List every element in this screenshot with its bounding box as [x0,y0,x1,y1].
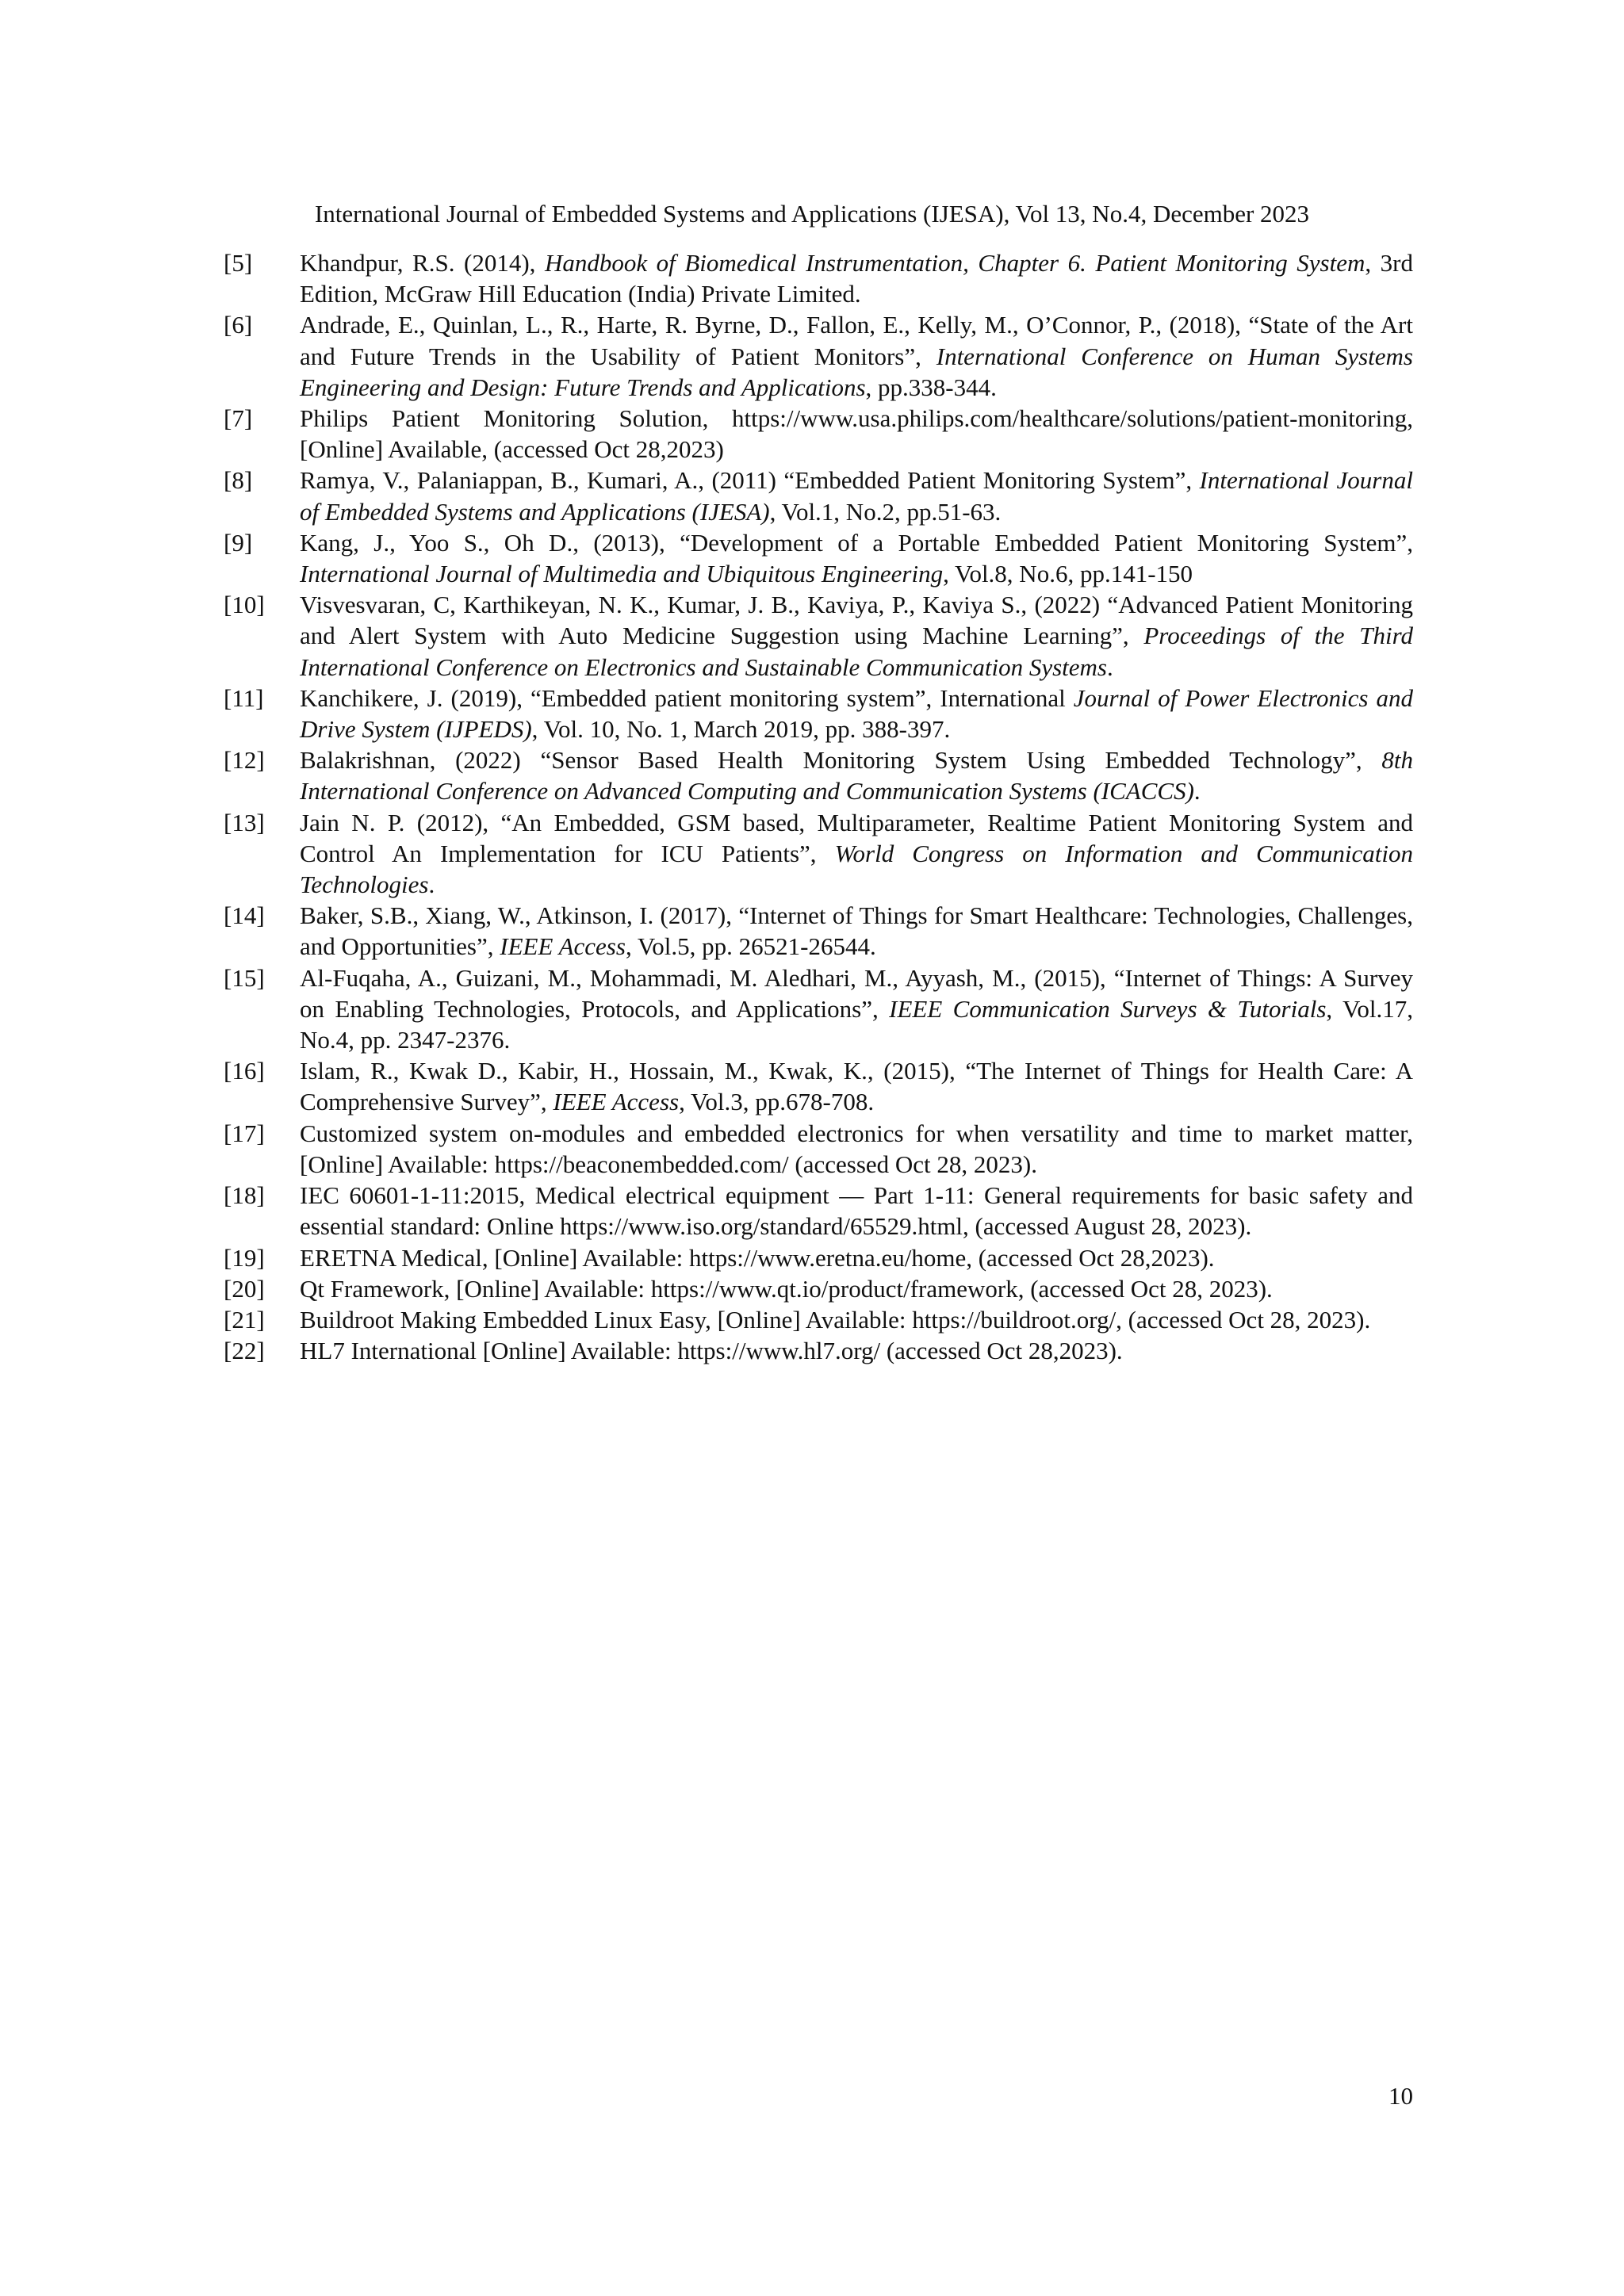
reference-source-title: IEEE Communication Surveys & Tutorials [889,994,1327,1023]
reference-item [224,807,1413,901]
reference-item [224,309,1413,403]
reference-number: [9] [224,528,253,557]
reference-text [300,900,1413,962]
reference-text-segment: Balakrishnan, (2022) “Sensor Based Health Monitoring System Using Embedded Technology”, [300,746,1382,775]
reference-text [300,1242,1413,1273]
reference-source-title: Handbook of Biomedical Instrumentation, Chapter 6. Patient Monitoring System [544,249,1365,277]
running-header: International Journal of Embedded Systems and Applications (IJESA), Vol 13, No.4, December 2023 [314,200,1310,228]
reference-text-segment: Baker, S.B., Xiang, W., Atkinson, I. (2017), “Internet of Things for Smart Healthcare: Technologies, Challenges, and Opportunities”, [300,901,1413,961]
reference-item [224,589,1413,683]
reference-source-title: International Journal of Multimedia and Ubiquitous Engineering [300,560,944,588]
reference-number: [14] [224,901,265,930]
reference-number: [17] [224,1119,265,1147]
reference-source-title: IEEE Access [500,932,626,961]
reference-item [224,1242,1413,1273]
reference-text-segment: IEC 60601-1-11:2015, Medical electrical equipment — Part 1-11: General requirements for basic safety and essential standard: Online https://www.iso.org/standard/65529.html, (accessed August 28, 2023). [300,1181,1413,1241]
reference-text [300,807,1413,901]
reference-text [300,1304,1413,1335]
reference-source-title: IEEE Access [553,1088,680,1116]
reference-text-segment: HL7 International [Online] Available: https://www.hl7.org/ (accessed Oct 28,2023). [300,1337,1123,1365]
reference-item [224,403,1413,465]
reference-text-segment: , Vol.1, No.2, pp.51-63. [769,497,1002,526]
reference-source-title: Proceedings of the Third International Conference on Electronics and Sustainable Communication Systems [300,622,1414,681]
reference-text-segment: , Vol.5, pp. 26521-26544. [625,932,876,961]
reference-text-segment: . [1106,652,1113,681]
reference-text-segment: Qt Framework, [Online] Available: https://www.qt.io/product/framework, (accessed Oct 28, 2023). [300,1274,1273,1303]
reference-text-segment: Khandpur, R.S. (2014), [300,249,545,277]
reference-number: [6] [224,311,253,339]
reference-number: [7] [224,404,253,433]
page-number: 10 [1388,2082,1413,2110]
reference-text-segment: Kanchikere, J. (2019), “Embedded patient monitoring system”, International [300,683,1074,712]
reference-text-segment: Visvesvaran, C, Karthikeyan, N. K., Kumar, J. B., Kaviya, P., Kaviya S., (2022) “Advanced Patient Monitoring and Alert System with Auto Medicine Suggestion using Machine Learning”, [300,591,1413,650]
reference-text-segment: ERETNA Medical, [Online] Available: https://www.eretna.eu/home, (accessed Oct 28,2023). [300,1243,1215,1272]
reference-item [224,900,1413,962]
reference-number: [22] [224,1337,265,1365]
reference-text [300,1335,1413,1366]
reference-text-segment: Islam, R., Kwak D., Kabir, H., Hossain, M., Kwak, K., (2015), “The Internet of Things for Health Care: A Comprehensive Survey”, [300,1057,1413,1116]
reference-number: [19] [224,1243,265,1272]
reference-text-segment: . [428,871,435,899]
reference-text [300,589,1413,683]
reference-text-segment: , pp.338-344. [865,373,997,401]
reference-number: [20] [224,1274,265,1303]
reference-number: [16] [224,1057,265,1085]
reference-item [224,683,1413,744]
reference-text [300,1055,1413,1117]
reference-text-segment: Kang, J., Yoo S., Oh D., (2013), “Development of a Portable Embedded Patient Monitoring System”, [300,528,1413,557]
reference-text-segment: , Vol.8, No.6, pp.141-150 [943,560,1193,588]
reference-source-title: International Journal of Embedded Systems and Applications (IJESA) [300,466,1413,526]
reference-source-title: 8th International Conference on Advanced Computing and Communication Systems (ICACCS) [300,746,1413,806]
reference-text-segment: Ramya, V., Palaniappan, B., Kumari, A., (2011) “Embedded Patient Monitoring System”, [300,466,1200,495]
reference-item [224,1055,1413,1117]
reference-number: [10] [224,591,265,619]
reference-item [224,1118,1413,1180]
reference-text [300,403,1413,465]
reference-item [224,1304,1413,1335]
reference-text-segment: Andrade, E., Quinlan, L., R., Harte, R. Byrne, D., Fallon, E., Kelly, M., O’Connor, P., (2018), “State of the Art and Future Trends in the Usability of Patient Monitors”, [300,311,1413,370]
reference-list [224,247,1413,1366]
reference-text [300,309,1413,403]
reference-text-segment: Al-Fuqaha, A., Guizani, M., Mohammadi, M. Aledhari, M., Ayyash, M., (2015), “Internet of Things: A Survey on Enabling Technologies, Protocols, and Applications”, [300,963,1413,1023]
reference-text-segment: Customized system on-modules and embedded electronics for when versatility and time to market matter, [Online] Available: https://beaconembedded.com/ (accessed Oct 28, 2023). [300,1119,1413,1178]
reference-item [224,465,1413,526]
reference-text-segment: Philips Patient Monitoring Solution, https://www.usa.philips.com/healthcare/solutions/patient-monitoring, [Online] Available, (accessed Oct 28,2023) [300,404,1413,464]
reference-number: [8] [224,466,253,495]
reference-text [300,1273,1413,1304]
reference-text-segment: , Vol.3, pp.678-708. [679,1088,875,1116]
reference-text-segment: Jain N. P. (2012), “An Embedded, GSM based, Multiparameter, Realtime Patient Monitoring System and Control An Implementation for ICU Patients”, [300,808,1413,867]
reference-item [224,962,1413,1056]
reference-source-title: World Congress on Information and Communication Technologies [300,839,1413,899]
reference-number: [5] [224,249,253,277]
reference-text-segment: , Vol.17, No.4, pp. 2347-2376. [300,994,1413,1054]
reference-text-segment: . [1193,777,1201,806]
reference-text [300,1180,1413,1242]
reference-text-segment: Buildroot Making Embedded Linux Easy, [Online] Available: https://buildroot.org/, (accessed Oct 28, 2023). [300,1305,1371,1334]
reference-number: [21] [224,1305,265,1334]
reference-text [300,247,1413,309]
reference-item [224,1335,1413,1366]
reference-number: [13] [224,808,265,836]
reference-item [224,247,1413,309]
reference-text [300,527,1413,589]
reference-text [300,744,1413,806]
reference-item [224,1273,1413,1304]
reference-item [224,527,1413,589]
reference-text [300,683,1413,744]
reference-text [300,1118,1413,1180]
reference-number: [18] [224,1181,265,1210]
reference-number: [11] [224,683,264,712]
reference-source-title: Journal of Power Electronics and Drive System (IJPEDS) [300,683,1413,744]
reference-item [224,1180,1413,1242]
reference-number: [12] [224,746,265,775]
reference-text [300,465,1413,526]
reference-number: [15] [224,963,265,992]
reference-text-segment: , Vol. 10, No. 1, March 2019, pp. 388-397. [531,715,951,744]
reference-item [224,744,1413,806]
reference-source-title: International Conference on Human Systems Engineering and Design: Future Trends and Applications [300,342,1413,401]
reference-text-segment: , 3rd Edition, McGraw Hill Education (India) Private Limited. [300,249,1414,308]
reference-text [300,962,1413,1056]
